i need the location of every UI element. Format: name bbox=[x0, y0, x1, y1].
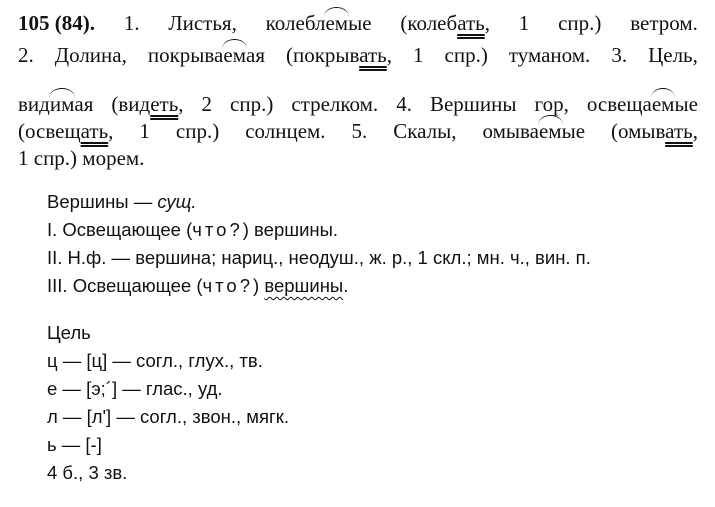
word: гор, bbox=[534, 92, 569, 116]
participle-vidimaya: видимая bbox=[18, 92, 94, 116]
verb-pokryvat: (покрывать, bbox=[286, 43, 392, 67]
phonetics-row: е — [э;´] — глас., уд. bbox=[47, 378, 223, 399]
analysis-text: I. Освещающее ( bbox=[47, 219, 193, 240]
word: Вершины bbox=[429, 92, 517, 116]
analysis-line-2 bbox=[47, 249, 591, 268]
exercise-line-1 bbox=[18, 13, 698, 34]
word: спр.) bbox=[558, 11, 602, 35]
word: 1 bbox=[518, 11, 530, 35]
participle-omyvaemye: омываемые bbox=[482, 119, 586, 143]
word: 1 bbox=[139, 119, 150, 143]
underlined-word: вершины bbox=[264, 275, 344, 296]
word: спр.) bbox=[444, 43, 488, 67]
word: туманом. bbox=[508, 43, 591, 67]
participle-osveshchaemye: освещаемые bbox=[586, 92, 698, 116]
phonetics-word: Цель bbox=[47, 322, 91, 343]
analysis-text: II. Н.ф. — вершина; нариц., неодуш., ж. р., 1 скл.; мн. ч., вин. п. bbox=[47, 247, 591, 268]
phonetics-summary: 4 б., 3 зв. bbox=[47, 462, 128, 483]
analysis-text: ) вершины. bbox=[242, 219, 339, 240]
analysis-line-3 bbox=[47, 277, 348, 296]
head-pos: сущ. bbox=[157, 191, 197, 212]
participle-koleblemye: колеблемые bbox=[265, 11, 372, 35]
verb-kolebat: (колебать, bbox=[400, 11, 490, 35]
verb-omyvat: (омывать, bbox=[611, 119, 698, 143]
exercise-line-5 bbox=[18, 148, 144, 169]
phonetics-row: л — [л'] — согл., звон., мягк. bbox=[47, 406, 290, 427]
exercise-line-3 bbox=[18, 94, 698, 115]
exercise-number: 105 (84). bbox=[18, 11, 95, 35]
analysis-text: . bbox=[343, 275, 349, 296]
analysis-text: III. Освещающее ( bbox=[47, 275, 203, 296]
word: 2. bbox=[18, 43, 34, 67]
word: спр.) bbox=[230, 92, 274, 116]
analysis-line-1 bbox=[47, 221, 338, 240]
word: 1 спр.) морем. bbox=[18, 146, 145, 170]
exercise-line-4 bbox=[18, 121, 698, 142]
word: 4. bbox=[396, 92, 412, 116]
word: ветром. bbox=[630, 11, 698, 35]
phonetics-row: ц — [ц] — согл., глух., тв. bbox=[47, 350, 263, 371]
verb-videt: (видеть, bbox=[111, 92, 184, 116]
word: 1 bbox=[413, 43, 424, 67]
word: Цель, bbox=[648, 43, 698, 67]
analysis-text: ) bbox=[253, 275, 265, 296]
word: солнцем. bbox=[245, 119, 326, 143]
word: Листья, bbox=[168, 11, 237, 35]
phonetics-row: ь — [-] bbox=[47, 434, 102, 455]
word: 5. bbox=[351, 119, 368, 143]
word: стрелком. bbox=[291, 92, 379, 116]
head-word: Вершины — bbox=[47, 191, 153, 212]
word: спр.) bbox=[175, 119, 220, 143]
word: 2 bbox=[201, 92, 213, 116]
exercise-line-2 bbox=[18, 45, 698, 66]
word: 3. bbox=[611, 43, 628, 67]
word: Скалы, bbox=[393, 119, 457, 143]
question-word: что? bbox=[192, 219, 243, 240]
word: Долина, bbox=[54, 43, 127, 67]
question-word: что? bbox=[202, 275, 254, 296]
analysis-head bbox=[47, 193, 197, 212]
word: 1. bbox=[123, 11, 140, 35]
verb-osveshchat: (освещать, bbox=[18, 119, 114, 143]
participle-pokryvaemaya: покрываемая bbox=[147, 43, 265, 67]
